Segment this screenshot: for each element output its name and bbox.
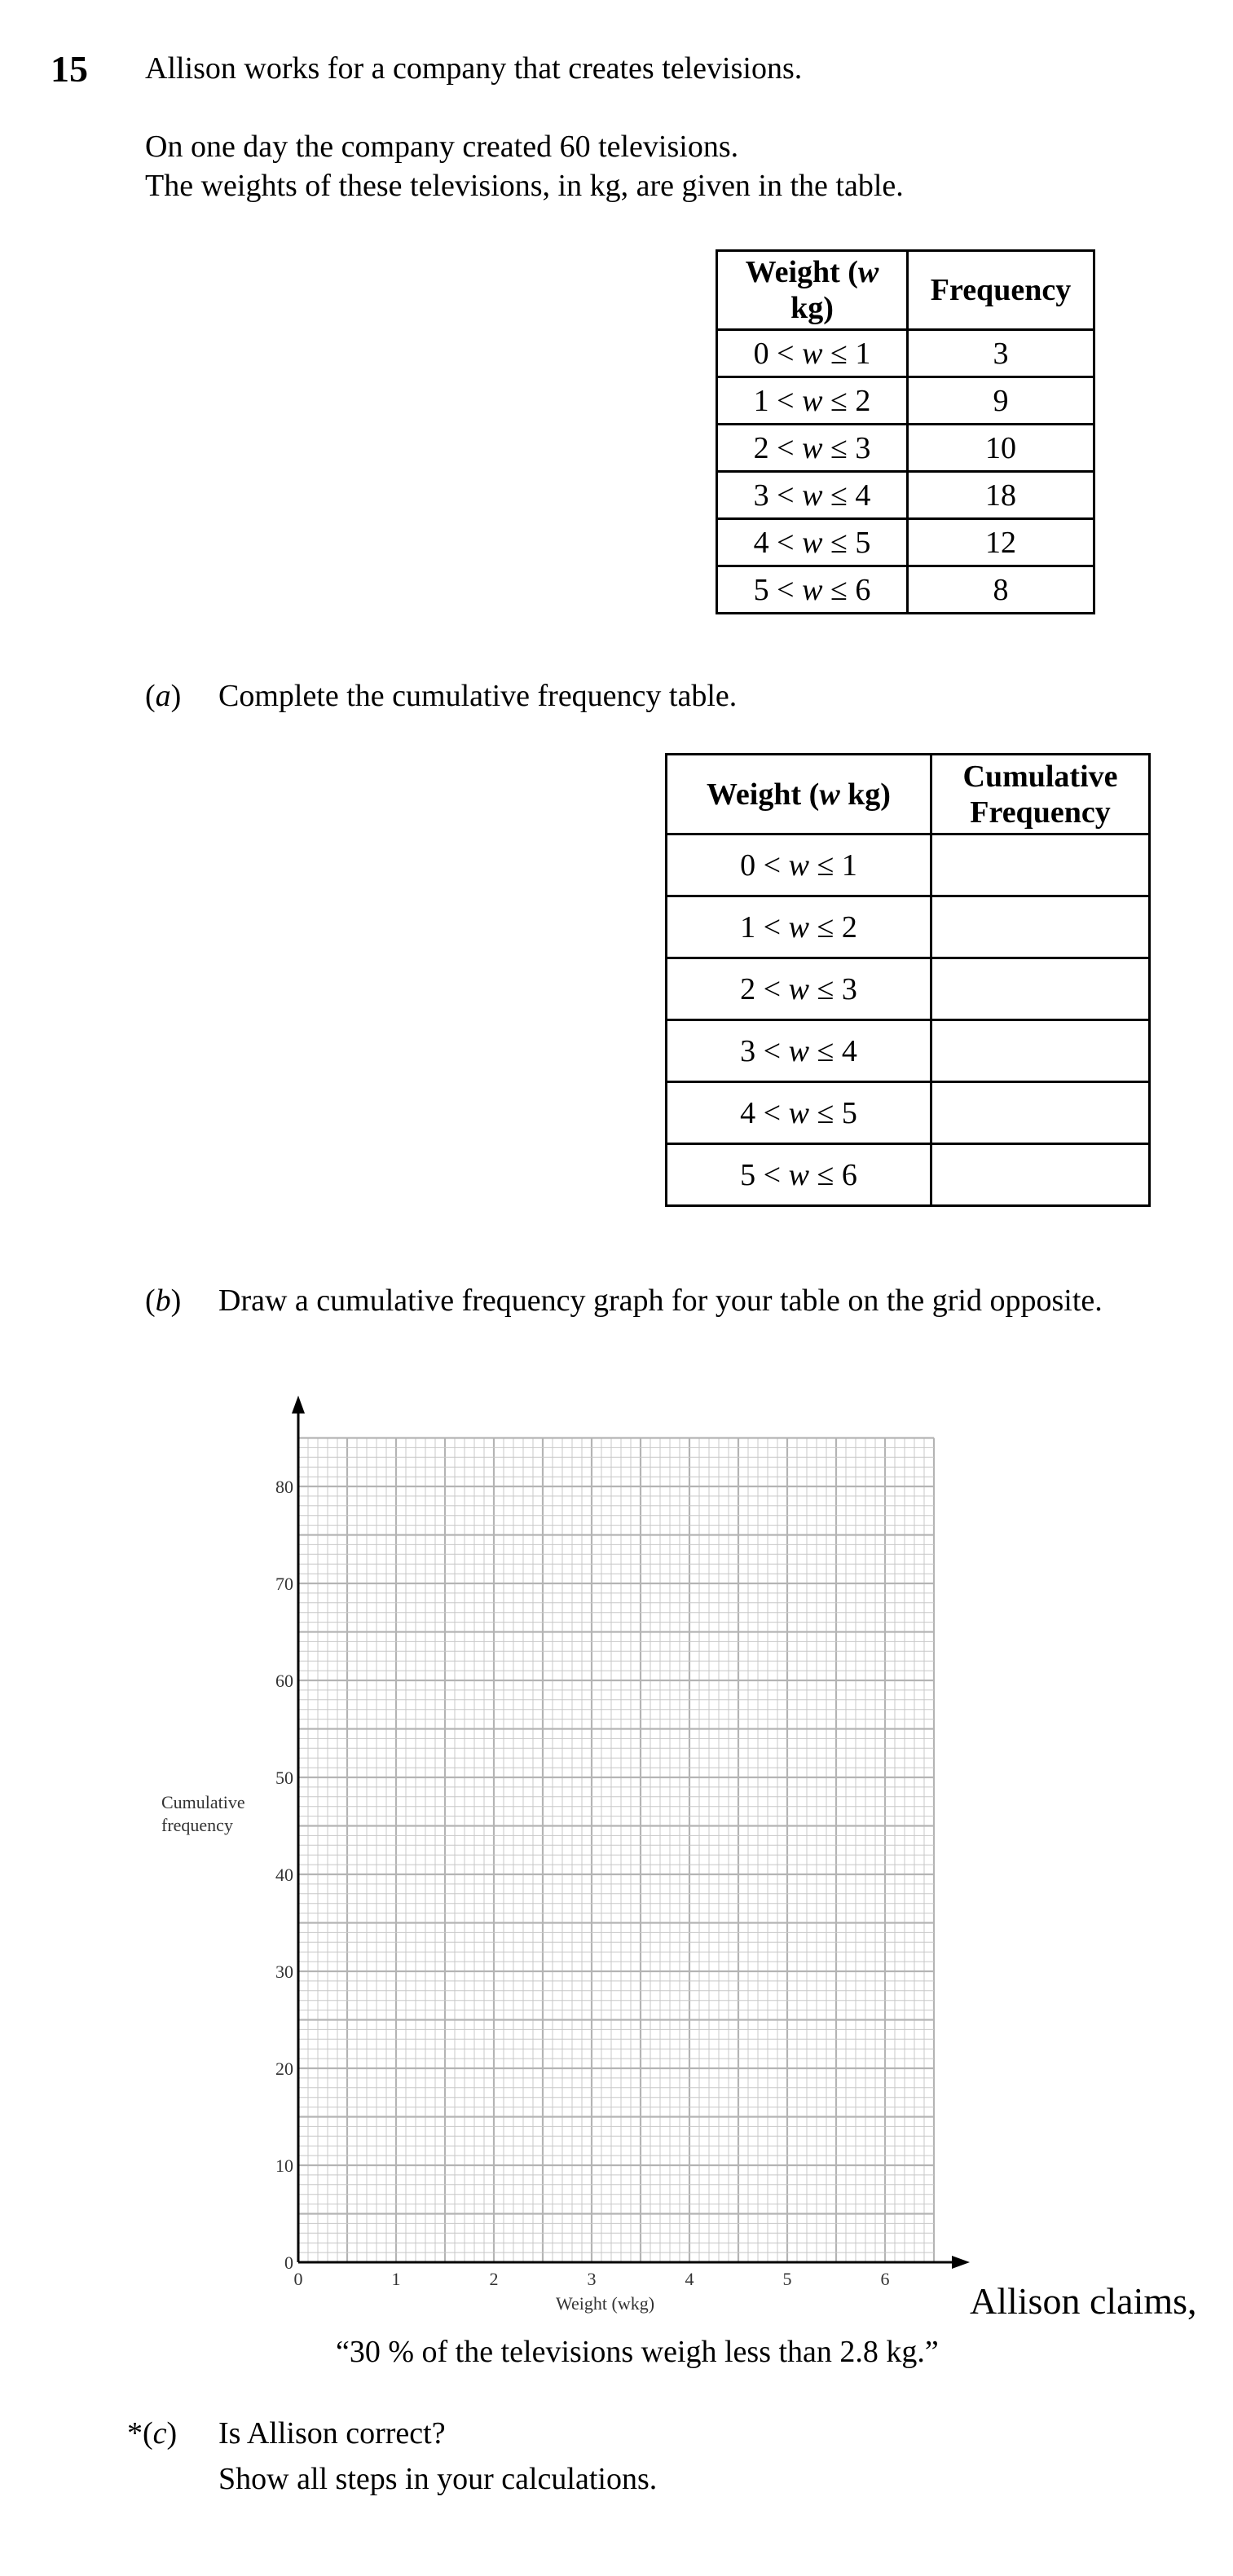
x-tick-label: 4: [685, 2269, 694, 2289]
y-tick-label: 80: [275, 1477, 293, 1497]
frequency-value: 12: [908, 519, 1094, 566]
y-tick-label: 50: [275, 1768, 293, 1788]
x-tick-label: 2: [489, 2269, 499, 2289]
claim-intro: Allison claims,: [970, 2280, 1197, 2322]
x-tick-label: 0: [293, 2269, 303, 2289]
frequency-value: 9: [908, 377, 1094, 425]
x-axis-arrow: [952, 2256, 970, 2269]
y-tick-label: 60: [275, 1671, 293, 1691]
part-c-label: *(c): [127, 2416, 178, 2451]
context-line-1: On one day the company created 60 televisions.: [145, 130, 739, 164]
y-tick-label: 0: [284, 2252, 293, 2273]
y-tick-label: 10: [275, 2155, 293, 2176]
y-axis-label: Cumulative frequency: [161, 1792, 245, 1835]
cum-table-header-weight: Weight (w kg): [667, 755, 931, 834]
x-tick-label: 1: [391, 2269, 401, 2289]
frequency-value: 8: [908, 566, 1094, 614]
context-line-2: The weights of these televisions, in kg, are given in the table.: [145, 169, 904, 203]
weight-interval: 5 < w ≤ 6: [717, 566, 908, 614]
frequency-value: 3: [908, 330, 1094, 377]
part-b-text: Draw a cumulative frequency graph for your table on the grid opposite.: [218, 1284, 1103, 1318]
freq-table-header-frequency: Frequency: [908, 251, 1094, 330]
weight-interval: 4 < w ≤ 5: [717, 519, 908, 566]
weight-interval: 2 < w ≤ 3: [667, 958, 931, 1020]
x-axis-label: Weight (wkg): [556, 2293, 655, 2314]
part-b-label: (b): [145, 1284, 182, 1318]
claim-quote: “30 % of the televisions weigh less than 2.8 kg.”: [336, 2335, 939, 2369]
weight-interval: 3 < w ≤ 4: [717, 472, 908, 519]
y-tick-label: 30: [275, 1962, 293, 1982]
y-tick-label: 70: [275, 1574, 293, 1594]
y-tick-label: 40: [275, 1865, 293, 1885]
weight-interval: 3 < w ≤ 4: [667, 1020, 931, 1082]
frequency-value: 18: [908, 472, 1094, 519]
weight-interval: 1 < w ≤ 2: [717, 377, 908, 425]
weight-interval: 0 < w ≤ 1: [717, 330, 908, 377]
x-tick-label: 6: [880, 2269, 890, 2289]
freq-table-header-weight: Weight (w kg): [717, 251, 908, 330]
weight-interval: 4 < w ≤ 5: [667, 1082, 931, 1144]
part-c-line-1: Is Allison correct?: [218, 2416, 446, 2451]
x-tick-label: 5: [782, 2269, 792, 2289]
weight-interval: 1 < w ≤ 2: [667, 896, 931, 958]
weight-interval: 2 < w ≤ 3: [717, 425, 908, 472]
frequency-value: 10: [908, 425, 1094, 472]
weight-interval: 5 < w ≤ 6: [667, 1144, 931, 1206]
y-axis-arrow: [292, 1396, 305, 1414]
weight-interval: 0 < w ≤ 1: [667, 834, 931, 896]
part-a-text: Complete the cumulative frequency table.: [218, 679, 738, 713]
y-tick-label: 20: [275, 2059, 293, 2079]
part-a-label: (a): [145, 679, 182, 713]
x-tick-label: 3: [587, 2269, 597, 2289]
intro-line: Allison works for a company that creates televisions.: [145, 51, 803, 86]
part-c-line-2: Show all steps in your calculations.: [218, 2462, 658, 2496]
question-number: 15: [51, 48, 88, 90]
cum-table-header-cumulative-frequency: Cumulative Frequency: [931, 755, 1150, 834]
